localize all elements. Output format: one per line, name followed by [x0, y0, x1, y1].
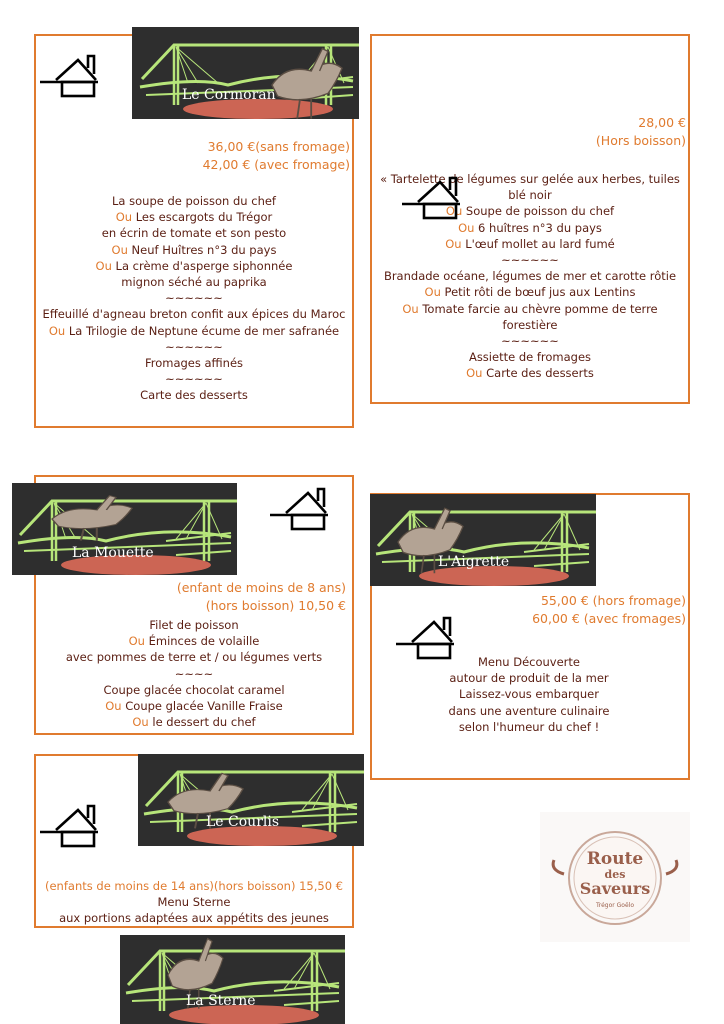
price-line: 28,00 €	[638, 115, 686, 130]
menu-line: « Tartelette de légumes sur gelée aux herbes, tuiles	[380, 172, 680, 186]
banner-mouette	[12, 483, 237, 575]
menu-items-mouette	[36, 617, 352, 730]
house-icon	[402, 174, 462, 224]
menu-line: ~~~~~~	[501, 334, 559, 349]
banner-title: La Sterne	[186, 993, 256, 1009]
logo-badge	[540, 812, 690, 942]
menu-line: Ou Les escargots du Trégor	[115, 210, 273, 225]
banner-title: Le Cormoran	[182, 87, 276, 103]
logo-line: Route	[586, 849, 644, 869]
menu-line: Ou Coupe glacée Vanille Fraise	[105, 699, 283, 714]
menu-line: ~~~~~~	[165, 372, 223, 387]
menu-line: selon l'humeur du chef !	[458, 719, 600, 734]
house-icon	[40, 802, 100, 852]
menu-line: Ou le dessert du chef	[132, 715, 256, 730]
logo-tagline: Trégor Goëlo	[595, 902, 635, 909]
banner-title: L'Aigrette	[438, 554, 510, 570]
menu-line: La soupe de poisson du chef	[112, 194, 276, 208]
price-line: (Hors boisson)	[595, 133, 686, 148]
price-line: 60,00 € (avec fromages)	[532, 611, 686, 626]
menu-items-aigrette	[414, 654, 644, 735]
menu-line: Ou Neuf Huîtres n°3 du pays	[111, 242, 277, 257]
banner-aigrette	[370, 494, 596, 586]
menu-line: en écrin de tomate et son pesto	[101, 226, 287, 241]
menu-line: Brandade océane, légumes de mer et carotte rôtie	[383, 269, 677, 284]
price-line: (hors boisson) 10,50 €	[205, 598, 346, 613]
menu-line: Ou Tomate farcie au chèvre pomme de terre	[402, 301, 658, 316]
menu-line: Ou Éminces de volaille	[128, 634, 260, 649]
price-line: 36,00 €(sans fromage)	[207, 139, 350, 154]
menu-line: Menu Sterne	[157, 895, 231, 910]
house-icon	[270, 485, 330, 535]
menu-line: Effeuillé d'agneau breton confit aux épices du Maroc	[42, 307, 346, 322]
bridge-illustration	[132, 27, 359, 119]
menu-line: ~~~~	[174, 666, 214, 681]
banner-courlis	[138, 754, 364, 846]
menu-items-cormoran	[36, 193, 352, 404]
route-des-saveurs-logo	[540, 812, 690, 942]
menu-items-courlis	[36, 878, 352, 927]
logo-line: Saveurs	[579, 879, 651, 898]
price-cormoran	[203, 138, 350, 174]
banner-title: La Mouette	[72, 545, 154, 561]
price-line: (enfant de moins de 8 ans)	[176, 580, 346, 595]
menu-line: blé noir	[508, 188, 552, 203]
menu-line: ~~~~~~	[165, 339, 223, 354]
menu-line: Ou L'œuf mollet au lard fumé	[445, 236, 615, 251]
menu-line: Carte des desserts	[140, 388, 248, 403]
banner-sterne	[120, 935, 345, 1024]
banner-cormoran	[132, 27, 359, 119]
menu-line: dans une aventure culinaire	[448, 703, 610, 718]
menu-line: Ou La crème d'asperge siphonnée	[95, 258, 293, 273]
menu-line: ~~~~~~	[165, 291, 223, 306]
menu-line: avec pommes de terre et / ou légumes verts	[65, 650, 323, 665]
price-aigrette	[532, 592, 686, 628]
bridge-illustration	[138, 754, 364, 846]
menu-line: Filet de poisson	[149, 618, 239, 632]
banner-title: Le Courlis	[206, 814, 280, 830]
menu-line: Ou Petit rôti de bœuf jus aux Lentins	[424, 285, 636, 300]
menu-line: Assiette de fromages	[468, 350, 592, 365]
price-28	[596, 114, 686, 150]
price-mouette	[177, 579, 346, 615]
menu-line: Ou 6 huîtres n°3 du pays	[458, 220, 602, 235]
price-line: (enfants de moins de 14 ans)(hors boisson) 15,50 €	[45, 879, 343, 893]
bridge-illustration	[12, 483, 237, 575]
menu-line: Ou La Trilogie de Neptune écume de mer safranée	[48, 323, 340, 338]
logo-line: des	[604, 868, 626, 881]
menu-line: ~~~~~~	[501, 253, 559, 268]
menu-line: autour de produit de la mer	[449, 671, 609, 686]
menu-line: Ou Soupe de poisson du chef	[445, 204, 615, 219]
house-icon	[40, 52, 100, 102]
menu-line: Coupe glacée chocolat caramel	[103, 682, 285, 697]
bridge-illustration	[370, 494, 596, 586]
price-line: 42,00 € (avec fromage)	[202, 157, 350, 172]
menu-line: aux portions adaptées aux appétits des jeunes	[59, 911, 329, 926]
price-line: 55,00 € (hors fromage)	[540, 593, 686, 608]
menu-line: mignon séché au paprika	[121, 275, 267, 290]
menu-line: Fromages affinés	[144, 356, 244, 371]
menu-line: Ou Carte des desserts	[466, 366, 594, 381]
menu-line: Laissez-vous embarquer	[459, 687, 599, 702]
menu-line: Menu Découverte	[477, 655, 580, 669]
bridge-illustration	[120, 935, 345, 1024]
menu-line: forestière	[502, 317, 558, 332]
